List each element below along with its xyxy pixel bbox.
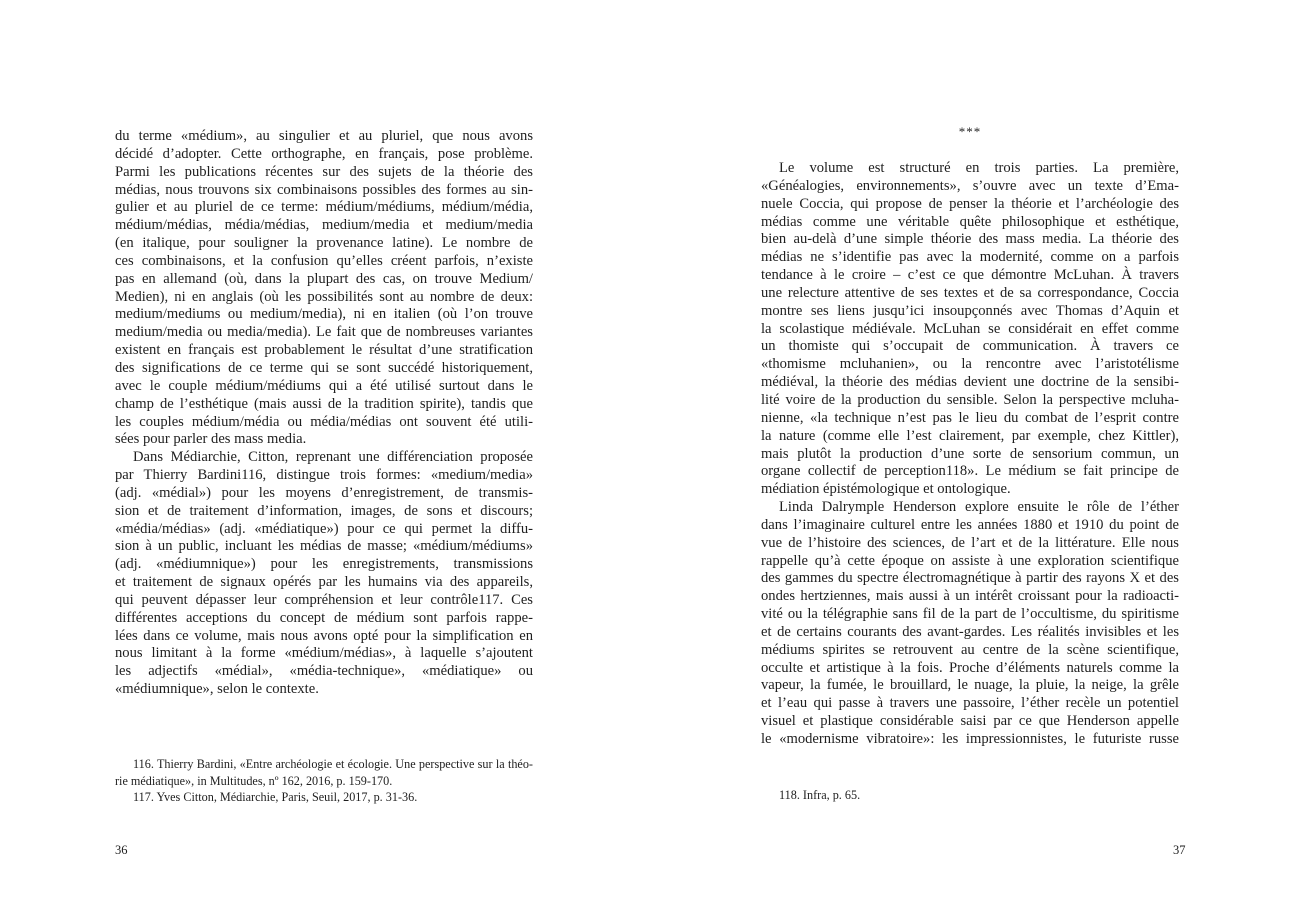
page-number: 36 [115,843,128,857]
body-text [761,160,1179,749]
text-line: médias, nous trouvons six combinaisons possibles des formes au sin- [115,181,533,198]
text-line: mais plutôt la production d’une sorte de sensorium commun, un [761,445,1179,462]
text-line: dans l’imaginaire culturel entre les années 1880 et 1910 du point de [761,516,1179,533]
footnotes [115,756,533,806]
text-line: lité voire de la production du sensible. Selon la perspective mcluha- [761,391,1179,408]
text-line: et l’eau qui passe à travers une passoire, l’éther recèle un potentiel [761,695,1179,712]
text-line: bien au-delà d’une simple théorie des mass media. La théorie des [761,231,1179,248]
text-line: pas en allemand (où, dans la plupart des cas, on trouve Medium/ [115,270,533,287]
text-line: rappelle qu’à cette époque on assiste à une exploration scientifique [761,552,1179,569]
text-line: medium/media ou media/media). Le fait que de nombreuses variantes [115,324,533,341]
text-line: (en italique, pour souligner la provenance latine). Le nombre de [115,235,533,252]
text-line: la nature (comme elle l’est clairement, par exemple, chez Kittler), [761,427,1179,444]
body-text [115,128,533,699]
text-line: des gammes du spectre électromagnétique à partir des rayons X et des [761,570,1179,587]
text-line: la scolastique médiévale. McLuhan se considérait en effet comme [761,320,1179,337]
text-line: (adj. «médial») pour les moyens d’enregistrement, de transmis- [115,484,533,501]
text-line: du terme «médium», au singulier et au pluriel, que nous avons [115,128,533,144]
text-line: médiéval, la théorie des médias devient une doctrine de la sensibi- [761,374,1179,391]
page-number: 37 [1173,843,1186,857]
text-line: sion et de traitement d’information, images, de sons et discours; [115,502,533,519]
text-line: et traitement de signaux opérés par les humains via des appareils, [115,574,533,591]
text-line: sion à un public, incluant les médias de masse; «médium/médiums» [115,538,533,555]
text-line: le «modernisme vibratoire»: les impressionnistes, le futuriste russe [761,731,1179,747]
text-line: sées pour parler des mass media. [115,431,307,448]
text-line: Le volume est structuré en trois parties. La première, [779,160,1179,176]
text-line: tendance à le croire – c’est ce que démontre McLuhan. À travers [761,267,1179,284]
left-page [0,0,646,913]
text-line: montre ses liens jusqu’ici insoupçonnés avec Thomas d’Aquin et [761,302,1179,319]
text-line: nous limitant à la forme «médium/médias», à laquelle s’ajoutent [115,645,533,662]
text-line: les adjectifs «médial», «média-technique», «médiatique» ou [115,663,533,680]
text-line: avec le couple médium/médiums qui a été utilisé surtout dans le [115,377,533,394]
text-line: (adj. «médiumnique») pour les enregistrements, transmissions [115,556,533,573]
text-line: les couples médium/média ou média/médias ont souvent été utili- [115,413,533,430]
text-line: organe collectif de perception118». Le médium se fait principe de [761,463,1179,480]
text-line: des significations de ce terme qui se sont succédé historiquement, [115,359,533,376]
footnote-line: 117. Yves Citton, Médiarchie, Paris, Seuil, 2017, p. 31-36. [133,790,418,804]
text-line: Medien), ni en anglais (où les possibilités sont au nombre de deux: [115,288,533,305]
text-line: Linda Dalrymple Henderson explore ensuite le rôle de l’éther [779,499,1179,516]
text-line: nuele Coccia, qui propose de penser la théorie et l’archéologie des [761,195,1179,212]
text-line: occulte et artistique à la fois. Proche d’éléments naturels comme la [761,659,1179,676]
text-line: champ de l’esthétique (mais aussi de la tradition spirite), tandis que [115,395,533,412]
text-line: qui peuvent dépasser leur compréhension et leur contrôle117. Ces [115,591,533,608]
footnote-line: 116. Thierry Bardini, «Entre archéologie et écologie. Une perspective sur la théo- [133,757,533,771]
text-line: Dans Médiarchie, Citton, reprenant une différenciation proposée [133,449,533,466]
text-line: un thomiste qui s’occupait de communication. À travers ce [761,338,1179,355]
section-break: *** [958,124,982,139]
footnotes [761,787,1179,804]
text-line: vue de l’histoire des sciences, de l’art et de la littérature. Elle nous [761,534,1179,551]
text-line: lées dans ce volume, mais nous avons opté pour la simplification en [115,627,533,644]
footnote-line: rie médiatique», in Multitudes, nº 162, 2016, p. 159-170. [115,773,393,788]
footnote-line: 118. Infra, p. 65. [779,788,861,802]
text-line: «média/médias» (adj. «médiatique») pour ce qui permet la diffu- [115,520,533,537]
text-line: médias ne s’identifie pas avec la modernité, comme on a parfois [761,249,1179,266]
text-line: différentes acceptions du concept de médium sont parfois rappe- [115,609,533,626]
text-line: ces combinaisons, et la confusion qu’elles créent parfois, n’existe [115,252,533,269]
text-line: médium/médias, média/médias, medium/media et medium/media [115,217,533,234]
text-line: ondes hertziennes, mais aussi à un intérêt croissant pour la radioacti- [761,588,1179,605]
text-line: gulier et au pluriel de ce terme: médium/médiums, médium/média, [115,199,533,216]
text-line: une relecture attentive de ses textes et de sa correspondance, Coccia [761,284,1179,301]
text-line: nienne, «la technique n’est pas le lieu du combat de l’esprit contre [761,409,1179,426]
text-line: «médiumnique», selon le contexte. [115,681,319,698]
text-line: «Généalogies, environnements», s’ouvre avec un texte d’Ema- [761,177,1179,194]
text-line: existent en français est probablement le résultat d’une stratification [115,342,533,359]
text-line: visuel et plastique considérable saisi par ce que Henderson appelle [761,713,1179,730]
text-line: décidé d’adopter. Cette orthographe, en français, pose problème. [115,145,533,162]
text-line: «thomisme mcluhanien», ou la rencontre avec l’aristotélisme [761,356,1179,373]
text-line: et de certains courants des avant-gardes. Les réalités invisibles et les [761,623,1179,640]
text-line: vapeur, la fumée, le brouillard, le nuage, la pluie, la neige, la grêle [761,677,1179,694]
text-line: médiation épistémologique et ontologique. [761,481,1011,498]
text-line: medium/mediums ou medium/media), ni en italien (où l’on trouve [115,306,533,323]
text-line: Parmi les publications récentes sur des sujets de la théorie des [115,163,533,180]
text-line: par Thierry Bardini116, distingue trois formes: «medium/media» [115,467,533,484]
text-line: médiums spirites se retrouvent au centre de la scène scientifique, [761,641,1179,658]
text-line: vité ou la télégraphie sans fil de la part de l’occultisme, du spiritisme [761,606,1179,623]
text-line: médias comme une véritable quête philosophique et esthétique, [761,213,1179,230]
right-page [647,0,1293,913]
